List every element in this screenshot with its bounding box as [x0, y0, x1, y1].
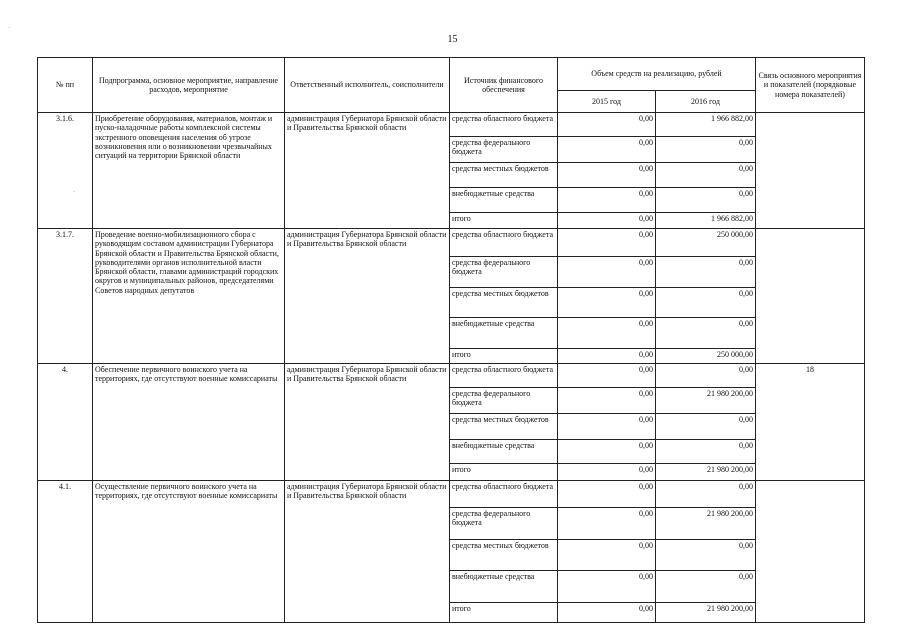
scan-mark: ·	[8, 24, 11, 32]
funding-source: средства местных бюджетов	[450, 163, 558, 188]
funding-source: средства местных бюджетов	[450, 288, 558, 318]
funding-source: средства федерального бюджета	[450, 508, 558, 540]
item-executor: администрация Губернатора Брянской области и Правительства Брянской области	[285, 229, 450, 364]
header-program: Подпрограмма, основное мероприятие, направление расходов, мероприятие	[93, 58, 285, 113]
funding-source: внебюджетные средства	[450, 318, 558, 349]
amount-2016: 0,00	[656, 288, 756, 318]
amount-2016: 1 966 882,00	[656, 213, 756, 229]
funding-source: средства областного бюджета	[450, 481, 558, 508]
amount-2015: 0,00	[558, 440, 656, 464]
funding-source: внебюджетные средства	[450, 440, 558, 464]
funding-source: средства федерального бюджета	[450, 257, 558, 288]
amount-2015: 0,00	[558, 213, 656, 229]
amount-2016: 0,00	[656, 571, 756, 603]
item-executor: администрация Губернатора Брянской области и Правительства Брянской области	[285, 113, 450, 229]
header-year-2016: 2016 год	[656, 91, 756, 113]
indicator-link	[756, 481, 865, 623]
funding-source: итого	[450, 603, 558, 623]
table-row	[38, 481, 865, 508]
funding-source: внебюджетные средства	[450, 188, 558, 213]
amount-2015: 0,00	[558, 137, 656, 163]
funding-source: итого	[450, 213, 558, 229]
item-program: Осуществление первичного воинского учета на территориях, где отсутствуют военные комиссариаты	[93, 481, 285, 623]
amount-2015: 0,00	[558, 508, 656, 540]
amount-2015: 0,00	[558, 113, 656, 137]
header-year-2015: 2015 год	[558, 91, 656, 113]
funding-source: внебюджетные средства	[450, 571, 558, 603]
header-executor: Ответственный исполнитель, соисполнители	[285, 58, 450, 113]
table-header	[38, 58, 865, 113]
funding-source: средства областного бюджета	[450, 229, 558, 257]
amount-2015: 0,00	[558, 414, 656, 440]
amount-2015: 0,00	[558, 603, 656, 623]
amount-2016: 21 980 200,00	[656, 464, 756, 481]
page-number: 15	[447, 34, 458, 45]
amount-2015: 0,00	[558, 540, 656, 571]
indicator-link: 18	[756, 364, 865, 481]
amount-2016: 0,00	[656, 481, 756, 508]
funding-source: средства областного бюджета	[450, 113, 558, 137]
funding-source: средства областного бюджета	[450, 364, 558, 388]
amount-2015: 0,00	[558, 481, 656, 508]
amount-2016: 0,00	[656, 440, 756, 464]
item-executor: администрация Губернатора Брянской области и Правительства Брянской области	[285, 481, 450, 623]
funding-source: итого	[450, 464, 558, 481]
amount-2016: 0,00	[656, 364, 756, 388]
table-row	[38, 113, 865, 137]
amount-2016: 250 000,00	[656, 349, 756, 364]
indicator-link	[756, 229, 865, 364]
amount-2015: 0,00	[558, 318, 656, 349]
scan-mark: ·	[73, 188, 76, 196]
table-body	[38, 113, 865, 623]
amount-2016: 0,00	[656, 188, 756, 213]
item-number: 3.1.6.	[38, 113, 93, 229]
item-number: 3.1.7.	[38, 229, 93, 364]
funding-source: средства федерального бюджета	[450, 388, 558, 414]
header-volume: Объем средств на реализацию, рублей	[558, 58, 756, 91]
amount-2015: 0,00	[558, 257, 656, 288]
amount-2015: 0,00	[558, 188, 656, 213]
amount-2016: 0,00	[656, 257, 756, 288]
amount-2016: 21 980 200,00	[656, 508, 756, 540]
table-row	[38, 364, 865, 388]
item-number: 4.	[38, 364, 93, 481]
amount-2015: 0,00	[558, 229, 656, 257]
amount-2016: 0,00	[656, 163, 756, 188]
item-number: 4.1.	[38, 481, 93, 623]
item-program: Приобретение оборудования, материалов, монтаж и пуско-наладочные работы комплексной системы экстренного оповещения населения об угрозе возникновения или о возникновении чрезвычайных ситуаций на территории Брянской области	[93, 113, 285, 229]
funding-source: средства местных бюджетов	[450, 540, 558, 571]
amount-2015: 0,00	[558, 364, 656, 388]
amount-2016: 0,00	[656, 318, 756, 349]
amount-2016: 1 966 882,00	[656, 113, 756, 137]
amount-2015: 0,00	[558, 464, 656, 481]
funding-source: средства местных бюджетов	[450, 414, 558, 440]
amount-2016: 0,00	[656, 137, 756, 163]
amount-2016: 0,00	[656, 540, 756, 571]
item-program: Проведение военно-мобилизационного сбора с руководящим составом администрации Губернатора Брянской области и Правительства Брянской области, руководителями органов исполнительной власти Брянской области, главами администраций городских округов и муниципальных районов, председателями Советов народных депутатов	[93, 229, 285, 364]
indicator-link	[756, 113, 865, 229]
funding-source: итого	[450, 349, 558, 364]
amount-2015: 0,00	[558, 288, 656, 318]
header-source: Источник финансового обеспечения	[450, 58, 558, 113]
item-executor: администрация Губернатора Брянской области и Правительства Брянской области	[285, 364, 450, 481]
amount-2016: 21 980 200,00	[656, 388, 756, 414]
table-row	[38, 229, 865, 257]
funding-source: средства федерального бюджета	[450, 137, 558, 163]
amount-2015: 0,00	[558, 163, 656, 188]
amount-2016: 0,00	[656, 414, 756, 440]
amount-2015: 0,00	[558, 571, 656, 603]
header-link: Связь основного мероприятия и показателей (порядковые номера показателей)	[756, 58, 865, 113]
header-num: № пп	[38, 58, 93, 113]
amount-2016: 250 000,00	[656, 229, 756, 257]
item-program: Обеспечение первичного воинского учета на территориях, где отсутствуют военные комиссариаты	[93, 364, 285, 481]
amount-2015: 0,00	[558, 349, 656, 364]
amount-2016: 21 980 200,00	[656, 603, 756, 623]
budget-table	[37, 57, 865, 623]
amount-2015: 0,00	[558, 388, 656, 414]
